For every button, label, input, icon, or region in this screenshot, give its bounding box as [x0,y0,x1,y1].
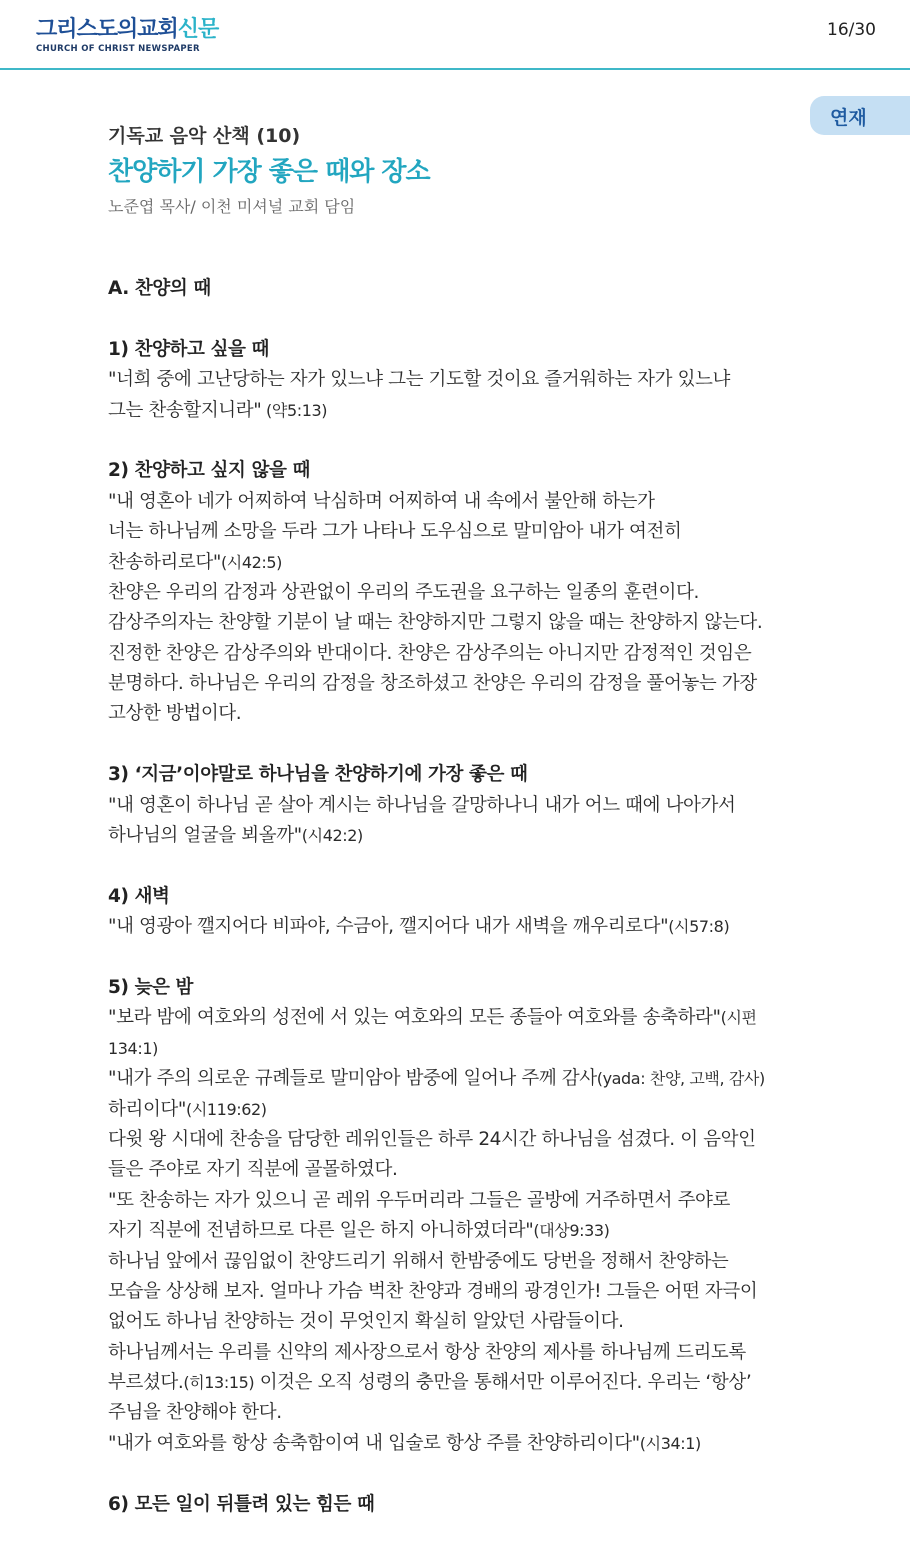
logo-text-main: 그리스도의교회 [36,17,178,42]
header-divider [0,68,910,70]
paragraph-line: 없어도 하나님 찬양하는 것이 무엇인지 확실히 알았던 사람들이다. [108,1311,624,1333]
quote-line [108,821,828,851]
logo-english-subtitle: CHURCH OF CHRIST NEWSPAPER [36,44,200,54]
paragraph-line: 주님을 찬양해야 한다. [108,1402,282,1424]
quote-text: 찬송하리로다" [108,551,221,573]
quote-line [108,1064,828,1094]
paragraph-line: 하나님 앞에서 끊임없이 찬양드리기 위해서 한밤중에도 당번을 정해서 찬양하는 [108,1250,729,1272]
paragraph-line: 진정한 찬양은 감상주의와 반대이다. 찬양은 감상주의는 아니지만 감정적인 것임은 [108,642,752,664]
scripture-reference: 134:1) [108,1038,158,1058]
logo-text-accent: 신문 [177,17,219,42]
quote-line: "너희 중에 고난당하는 자가 있느냐 그는 기도할 것이요 즐거워하는 자가 있느냐 [108,369,730,391]
scripture-reference: (시57:8) [668,917,730,937]
paragraph-line: 찬양은 우리의 감정과 상관없이 우리의 주도권을 요구하는 일종의 훈련이다. [108,581,699,603]
newspaper-logo[interactable] [36,17,218,43]
scripture-reference: (시119:62) [186,1099,267,1119]
article-author: 노준엽 목사/ 이천 미셔널 교회 담임 [108,197,356,216]
scripture-reference: (시34:1) [639,1433,701,1453]
spacer [108,426,828,456]
paragraph-line: 다윗 왕 시대에 찬송을 담당한 레위인들은 하루 24시간 하나님을 섬겼다. 이 음악인 [108,1128,756,1150]
series-title: 기독교 음악 산책 (10) [108,125,301,147]
spacer [108,851,828,881]
paragraph-text: 이것은 오직 성령의 충만을 통해서만 이루어진다. 우리는 ‘항상’ [254,1372,752,1394]
quote-line [108,548,828,578]
paragraph-line: 분명하다. 하나님은 우리의 감정을 창조하셨고 찬양은 우리의 감정을 풀어놓는 가장 [108,673,757,695]
spacer [108,943,828,973]
subheading-6: 6) 모든 일이 뒤틀려 있는 힘든 때 [108,1493,375,1515]
section-heading-a: A. 찬양의 때 [108,278,211,299]
paragraph-text: 부르셨다. [108,1372,184,1394]
quote-line [108,912,828,942]
subheading-2: 2) 찬양하고 싶지 않을 때 [108,460,310,482]
article-title: 찬양하기 가장 좋은 때와 장소 [108,157,430,187]
scripture-reference: (대상9:33) [533,1221,610,1241]
article-body [108,274,828,1520]
quote-text: "내가 주의 의로운 규례들로 말미암아 밤중에 일어나 주께 감사 [108,1068,597,1090]
quote-text: "보라 밤에 여호와의 성전에 서 있는 여호와의 모든 종들아 여호와를 송축하라" [108,1007,721,1029]
scripture-reference: (약5:13) [261,400,328,420]
subheading-3: 3) ‘지금’이야말로 하나님을 찬양하기에 가장 좋은 때 [108,764,528,786]
scripture-reference: (시42:5) [220,552,283,572]
section-tab-serial [810,96,910,135]
paragraph-line: 들은 주야로 자기 직분에 골몰하였다. [108,1159,398,1181]
quote-line [108,1429,828,1459]
article-title-block [108,122,808,219]
spacer [108,730,828,760]
quote-line: "내 영혼이 하나님 곧 살아 계시는 하나님을 갈망하나니 내가 어느 때에 나아가서 [108,794,736,816]
quote-line [108,1216,828,1246]
quote-line: "또 찬송하는 자가 있으니 곧 레위 우두머리라 그들은 골방에 거주하면서 주야로 [108,1189,730,1211]
spacer [108,1459,828,1489]
quote-text: 하나님의 얼굴을 뵈올까" [108,825,302,847]
page-number: 16/30 [827,20,876,40]
paragraph-line: 모습을 상상해 보자. 얼마나 가슴 벅찬 찬양과 경배의 광경인가! 그들은 어떤 자극이 [108,1280,758,1302]
quote-text: "내 영광아 깰지어다 비파야, 수금아, 깰지어다 내가 새벽을 깨우리로다" [108,916,669,938]
subheading-1: 1) 찬양하고 싶을 때 [108,338,269,360]
quote-line [108,396,828,426]
scripture-reference: (히13:15) [183,1373,255,1393]
word-note: (yada: 찬양, 고백, 감사) [596,1069,765,1089]
quote-text: 하리이다" [108,1098,186,1120]
paragraph-line: 하나님께서는 우리를 신약의 제사장으로서 항상 찬양의 제사를 하나님께 드리도록 [108,1341,746,1363]
page-header [0,0,910,70]
quote-text: "내가 여호와를 항상 송축함이여 내 입술로 항상 주를 찬양하리이다" [108,1432,640,1454]
scripture-reference: (시편 [720,1008,757,1028]
scripture-reference: (시42:2) [301,826,363,846]
quote-line [108,1003,828,1033]
paragraph-line: 감상주의자는 찬양할 기분이 날 때는 찬양하지만 그렇지 않을 때는 찬양하지 않는다. [108,612,763,634]
section-tab-label: 연재 [830,107,867,129]
subheading-4: 4) 새벽 [108,885,170,907]
quote-line [108,1095,828,1125]
paragraph-line: 고상한 방법이다. [108,703,242,725]
quote-line: 너는 하나님께 소망을 두라 그가 나타나 도우심으로 말미암아 내가 여전히 [108,521,682,543]
spacer [108,304,828,334]
subheading-5: 5) 늦은 밤 [108,976,194,998]
quote-text: 그는 찬송할지니라" [108,399,262,421]
paragraph-line [108,1368,828,1398]
quote-text: 자기 직분에 전념하므로 다른 일은 하지 아니하였더라" [108,1220,534,1242]
quote-line: "내 영혼아 네가 어찌하여 낙심하며 어찌하여 내 속에서 불안해 하는가 [108,490,655,512]
